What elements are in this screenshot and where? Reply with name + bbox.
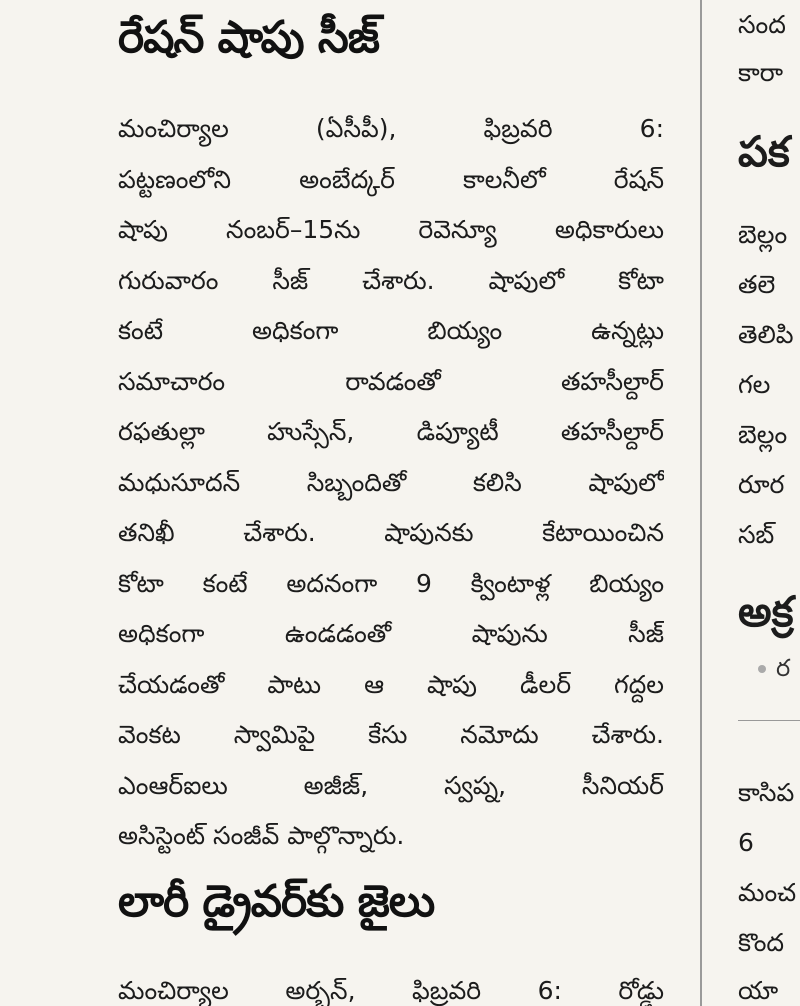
article-line: కంటే అధికంగా బియ్యం ఉన్నట్లు <box>118 316 664 345</box>
article-lorry-driver-first-line: మంచిర్యాల అర్బన్, ఫిబ్రవరి 6: రోడ్డు <box>118 976 664 1005</box>
article-line: వెంకట స్వామిపై కేసు నమోదు చేశారు. <box>118 720 664 749</box>
right-text-line: రూర <box>738 470 785 499</box>
right-text-line: మంచ <box>738 878 797 907</box>
right-subhead-bullet <box>758 648 790 688</box>
right-text-line: కొంద <box>738 928 785 957</box>
article-line: మంచిర్యాల (ఏసీపీ), ఫిబ్రవరి 6: <box>118 114 664 143</box>
right-subhead-text: ర <box>776 654 791 682</box>
column-divider <box>700 0 702 1006</box>
article-line: తనిఖీ చేశారు. షాపునకు కేటాయించిన <box>118 518 664 547</box>
bullet-icon <box>758 665 766 673</box>
article-line: అధికంగా ఉండడంతో షాపును సీజ్ <box>118 619 664 648</box>
right-text-line: తెలిపి <box>738 320 794 349</box>
article-line: ఎంఆర్ఐలు అజీజ్, స్వప్న, సీనియర్ <box>118 770 664 800</box>
article-line: మధుసూదన్ సిబ్బందితో కలిసి షాపులో <box>118 467 664 497</box>
right-headline: పక <box>738 127 790 176</box>
right-text-line: యా <box>738 976 779 1005</box>
right-text-line: సబ్ <box>738 520 775 549</box>
right-headline: అక్ర <box>738 587 794 636</box>
right-text-line: గల <box>738 370 771 399</box>
right-text-line: బెల్లం <box>738 420 788 449</box>
right-text-line: కారా <box>738 58 784 87</box>
right-divider-line <box>738 720 800 721</box>
article-line: రఫతుల్లా హుస్సేన్, డిప్యూటీ తహసీల్దార్ <box>118 417 664 446</box>
article-line: సమాచారం రావడంతో తహసీల్దార్ <box>118 366 664 396</box>
right-text-line: కాసిప <box>738 778 795 807</box>
article-line: పట్టణంలోని అంబేద్కర్ కాలనీలో రేషన్ <box>118 164 664 194</box>
right-column-cropped <box>738 0 800 1006</box>
right-text-line: 6 <box>738 828 754 857</box>
article-line: అసిస్టెంట్ సంజీవ్ పాల్గొన్నారు. <box>118 821 405 850</box>
article-ration-shop-body <box>118 104 664 862</box>
headline-ration-shop-seized: రేషన్ షాపు సీజ్ <box>118 12 379 63</box>
right-text-line: తలె <box>738 270 776 299</box>
article-line: చేయడంతో పాటు ఆ షాపు డీలర్ గద్దల <box>118 669 664 699</box>
right-text-line: సంద <box>738 10 786 39</box>
headline-lorry-driver-jailed: లారీ డ్రైవర్‌కు జైలు <box>118 876 435 927</box>
article-line: కోటా కంటే అదనంగా 9 క్వింటాళ్ల బియ్యం <box>118 568 664 598</box>
right-text-line: బెల్లం <box>738 220 788 249</box>
article-line: షాపు నంబర్–15ను రెవెన్యూ అధికారులు <box>118 215 664 244</box>
article-line: గురువారం సీజ్ చేశారు. షాపులో కోటా <box>118 265 664 295</box>
